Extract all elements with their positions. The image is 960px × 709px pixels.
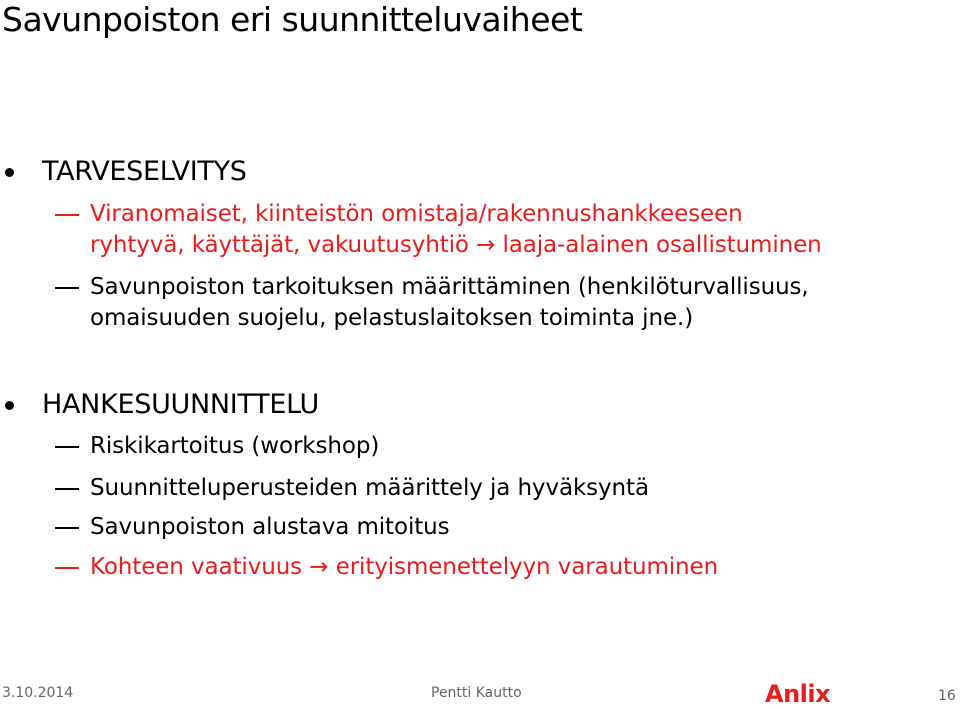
sub-item-line: Savunpoiston alustava mitoitus — [90, 514, 450, 540]
dash-icon — [55, 567, 79, 569]
slide-title: Savunpoiston eri suunnitteluvaiheet — [2, 0, 583, 39]
sub-item-line: Savunpoiston tarkoituksen määrittäminen (henkilöturvallisuus, — [90, 274, 809, 300]
sub-item-line: Kohteen vaativuus → erityismenettelyyn varautuminen — [90, 554, 719, 580]
dash-icon — [55, 287, 79, 289]
section-heading: TARVESELVITYS — [42, 156, 247, 187]
sub-item-line: ryhtyvä, käyttäjät, vakuutusyhtiö → laaja-alainen osallistuminen — [90, 232, 822, 258]
sub-item-line: Riskikartoitus (workshop) — [90, 433, 380, 459]
bullet-icon — [5, 168, 14, 177]
page-number: 16 — [938, 688, 956, 704]
bullet-icon — [5, 401, 14, 410]
dash-icon — [55, 446, 79, 448]
dash-icon — [55, 488, 79, 490]
sub-item-line: omaisuuden suojelu, pelastuslaitoksen toiminta jne.) — [90, 305, 694, 331]
dash-icon — [55, 214, 79, 216]
footer-author: Pentti Kautto — [431, 685, 522, 701]
company-logo: Anlix — [765, 680, 831, 708]
sub-item-line: Viranomaiset, kiinteistön omistaja/rakennushankkeeseen — [90, 201, 743, 227]
footer-date: 3.10.2014 — [2, 685, 74, 701]
sub-item-line: Suunnitteluperusteiden määrittely ja hyväksyntä — [90, 475, 649, 501]
section-heading: HANKESUUNNITTELU — [42, 389, 319, 420]
dash-icon — [55, 527, 79, 529]
